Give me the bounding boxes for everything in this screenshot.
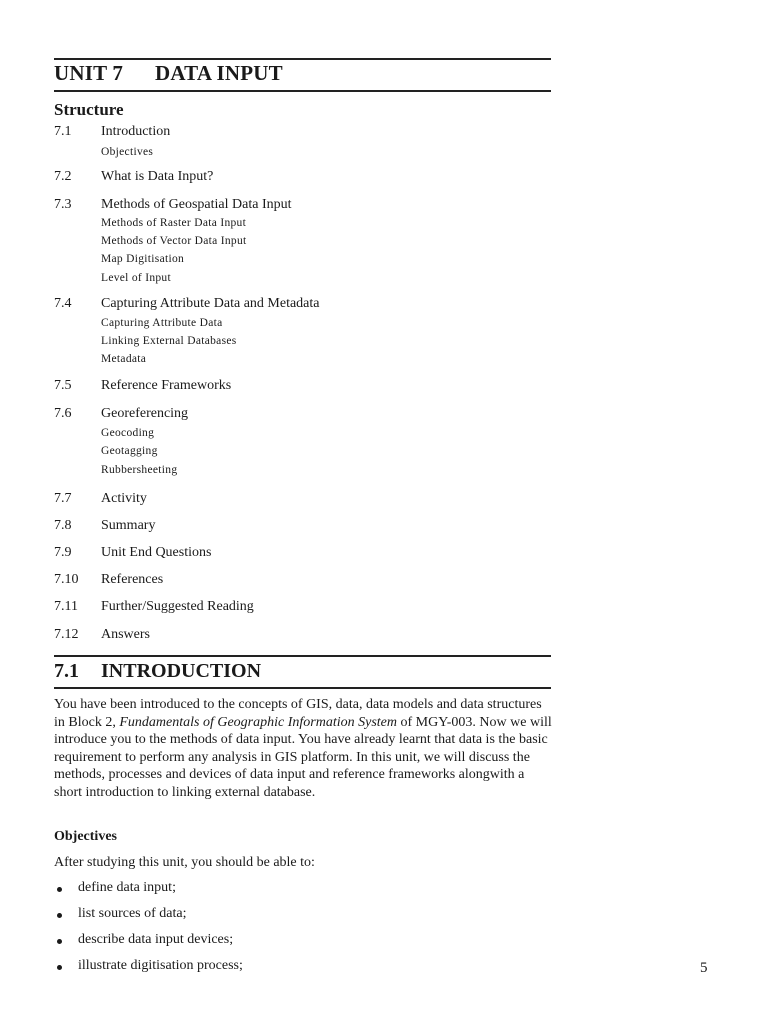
toc-label: Answers [101, 627, 150, 642]
toc-label: Introduction [101, 124, 171, 139]
toc-sub-item: Level of Input [101, 272, 171, 284]
section-bottom-rule [54, 687, 551, 689]
toc-sub-item: Geotagging [101, 445, 158, 457]
toc-sub-item: Methods of Raster Data Input [101, 217, 247, 229]
bullet-icon [57, 887, 62, 892]
toc-label: Unit End Questions [101, 545, 212, 560]
toc-number: 7.7 [54, 491, 72, 506]
section-number: 7.1 [54, 660, 79, 682]
toc-label: Methods of Geospatial Data Input [101, 197, 292, 212]
objective-text: describe data input devices; [78, 932, 234, 947]
page-number: 5 [700, 960, 708, 976]
toc-number: 7.6 [54, 406, 72, 421]
toc-label: Activity [101, 491, 147, 506]
bullet-icon [57, 913, 62, 918]
toc-sub-item: Geocoding [101, 427, 155, 439]
title-bottom-rule [54, 90, 551, 92]
toc-sub-item: Rubbersheeting [101, 464, 178, 476]
toc-label: Georeferencing [101, 406, 189, 421]
toc-number: 7.8 [54, 518, 72, 533]
section-top-rule [54, 655, 551, 657]
section-title [54, 660, 261, 683]
structure-heading: Structure [54, 100, 124, 119]
intro-book-title: Fundamentals of Geographic Information System [119, 714, 397, 730]
unit-number: UNIT 7 [54, 61, 124, 85]
toc-label: Capturing Attribute Data and Metadata [101, 296, 320, 311]
top-rule [54, 58, 551, 60]
toc-number: 7.11 [54, 599, 78, 614]
toc-label: What is Data Input? [101, 169, 214, 184]
toc-number: 7.9 [54, 545, 72, 560]
toc-label: Reference Frameworks [101, 378, 232, 393]
toc-number: 7.5 [54, 378, 72, 393]
section-title-text: INTRODUCTION [101, 660, 262, 682]
toc-number: 7.2 [54, 169, 72, 184]
objective-text: define data input; [78, 880, 176, 895]
objectives-heading: Objectives [54, 829, 117, 844]
toc-sub-item: Metadata [101, 353, 147, 365]
toc-sub-item: Objectives [101, 146, 154, 158]
unit-title-text: DATA INPUT [155, 61, 283, 85]
toc-sub-item: Capturing Attribute Data [101, 317, 223, 329]
intro-text-part2: of MGY-003. Now we will introduce you to the methods of data input. You have already learnt that data is the basic requirement to perform any analysis in GIS platform. In this unit, we will discuss the methods, processes and devices of data input and reference frameworks alongwith a short introduction to linking external database. [54, 714, 552, 800]
toc-number: 7.1 [54, 124, 72, 139]
unit-title [54, 61, 283, 86]
bullet-icon [57, 965, 62, 970]
intro-paragraph [54, 696, 554, 802]
toc-label: Further/Suggested Reading [101, 599, 254, 614]
objective-text: list sources of data; [78, 906, 187, 921]
toc-sub-item: Methods of Vector Data Input [101, 235, 247, 247]
objective-text: illustrate digitisation process; [78, 958, 243, 973]
objectives-lead: After studying this unit, you should be able to: [54, 855, 315, 870]
toc-sub-item: Map Digitisation [101, 253, 185, 265]
toc-sub-item: Linking External Databases [101, 335, 237, 347]
toc-number: 7.3 [54, 197, 72, 212]
toc-number: 7.10 [54, 572, 79, 587]
toc-label: References [101, 572, 164, 587]
toc-number: 7.4 [54, 296, 72, 311]
toc-label: Summary [101, 518, 156, 533]
bullet-icon [57, 939, 62, 944]
toc-number: 7.12 [54, 627, 79, 642]
intro-text-part1: You have been introduced to the concepts of GIS, data, data models and data structures in Block 2, [54, 697, 542, 730]
